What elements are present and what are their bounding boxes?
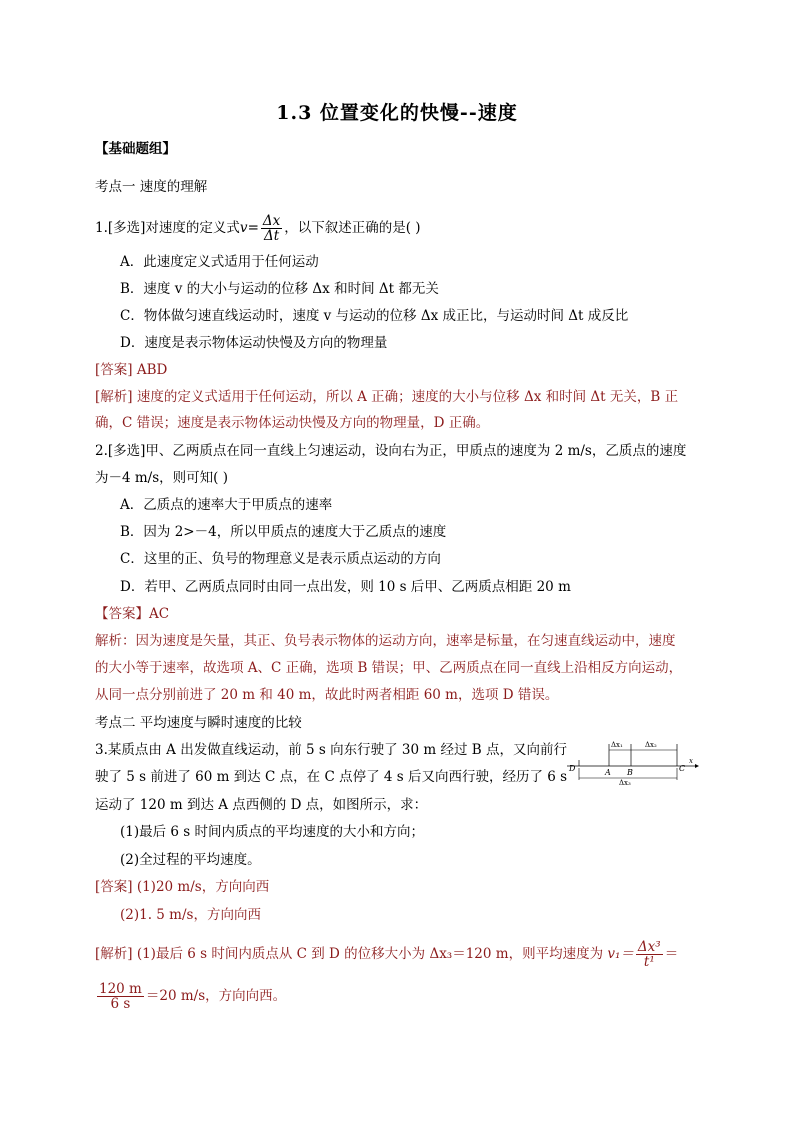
dx3-label: Δx₃	[619, 779, 631, 786]
question-3-answer-1: [答案] (1)20 m/s，方向向西	[95, 879, 270, 895]
question-3-stem-line-2: 驶了 5 s 前进了 60 m 到达 C 点，在 C 点停了 4 s 后又向西行驶，经历了 6 s	[95, 769, 568, 785]
question-2-stem-line-1: 2.[多选]甲、乙两质点在同一直线上匀速运动，设向右为正，甲质点的速度为 2 m/s，乙质点的速度	[95, 443, 687, 459]
question-1-option-c: C．物体做匀速直线运动时，速度 v 与运动的位移 Δx 成正比，与运动时间 Δt 成反比	[120, 308, 629, 324]
displacement-diagram	[565, 738, 700, 786]
question-2-analysis-line-2: 的大小等于速率，故选项 A、C 正确，选项 B 错误；甲、乙两质点在同一直线上沿相反方向运动，	[95, 660, 683, 676]
point-a-label: A	[605, 768, 611, 777]
question-1-option-a: A．此速度定义式适用于任何运动	[120, 254, 319, 270]
section-heading: 【基础题组】	[95, 141, 176, 157]
velocity-fraction: $\frac{\Delta x}{\Delta t}$	[262, 213, 281, 244]
question-3-stem-line-3: 运动了 120 m 到达 A 点西侧的 D 点，如图所示，求：	[95, 797, 428, 813]
avg-velocity-fraction: $\frac{\text{Δx³}}{\text{t¹}}$	[637, 939, 661, 970]
question-2-option-d: D．若甲、乙两质点同时由同一点出发，则 10 s 后甲、乙两质点相距 20 m	[120, 579, 571, 595]
question-1-option-b: B．速度 v 的大小与运动的位移 Δx 和时间 Δt 都无关	[120, 281, 439, 297]
axis-x-label: x	[689, 757, 693, 765]
knowledge-point-1: 考点一 速度的理解	[95, 179, 208, 195]
question-3-stem-line-1: 3.某质点由 A 出发做直线运动，前 5 s 向东行驶了 30 m 经过 B 点，又向前行	[95, 742, 567, 758]
question-2-analysis-line-1: 解析：因为速度是矢量，其正、负号表示物体的运动方向，速率是标量，在匀速直线运动中，速度	[95, 633, 676, 649]
question-3-sub-2: (2)全过程的平均速度。	[120, 852, 261, 868]
question-1-analysis-line-1: [解析] 速度的定义式适用于任何运动，所以 A 正确；速度的大小与位移 Δx 和时间 Δt 无关，B 正	[95, 389, 679, 405]
question-2-option-b: B．因为 2>－4，所以甲质点的速度大于乙质点的速度	[120, 524, 447, 540]
question-2-analysis-line-3: 从同一点分别前进了 20 m 和 40 m，故此时两者相距 60 m，选项 D 错误。	[95, 687, 559, 703]
point-d-label: D	[569, 764, 576, 773]
question-1-analysis-line-2: 确，C 错误；速度是表示物体运动快慢及方向的物理量，D 正确。	[95, 415, 490, 431]
page-title: 1.3 位置变化的快慢--速度	[276, 102, 518, 124]
point-b-label: B	[627, 768, 633, 777]
dx1-label: Δx₁	[611, 741, 623, 749]
question-2-stem-line-2: 为－4 m/s，则可知( )	[95, 470, 228, 486]
question-2-option-a: A．乙质点的速率大于甲质点的速率	[120, 497, 333, 513]
question-3-sub-1: (1)最后 6 s 时间内质点的平均速度的大小和方向；	[120, 824, 425, 840]
question-3-analysis-line-2: $\frac{120 m}{6 s}$ ＝20 m/s，方向向西。	[99, 981, 287, 1012]
question-1-stem: 1.[多选]对速度的定义式v= $\frac{\Delta x}{\Delta t}$ ，以下叙述正确的是( )	[95, 213, 421, 244]
axis-arrow	[695, 764, 699, 768]
question-1-answer: [答案] ABD	[95, 362, 168, 378]
question-3-analysis-line-1: [解析] (1)最后 6 s 时间内质点从 C 到 D 的位移大小为 Δx₃＝120 m，则平均速度为 v₁＝ $\frac{\text{Δx³}}{\text{t¹}}$ ＝	[95, 939, 679, 970]
point-c-label: C	[679, 764, 686, 773]
avg-velocity-value-fraction: $\frac{120 m}{6 s}$	[99, 981, 142, 1012]
question-3-answer-2: (2)1. 5 m/s，方向向西	[120, 907, 261, 923]
knowledge-point-2: 考点二 平均速度与瞬时速度的比较	[95, 715, 302, 731]
question-2-answer: 【答案】AC	[95, 606, 170, 622]
dx2-label: Δx₂	[645, 741, 657, 749]
question-1-option-d: D．速度是表示物体运动快慢及方向的物理量	[120, 335, 388, 351]
question-2-option-c: C．这里的正、负号的物理意义是表示质点运动的方向	[120, 551, 441, 567]
